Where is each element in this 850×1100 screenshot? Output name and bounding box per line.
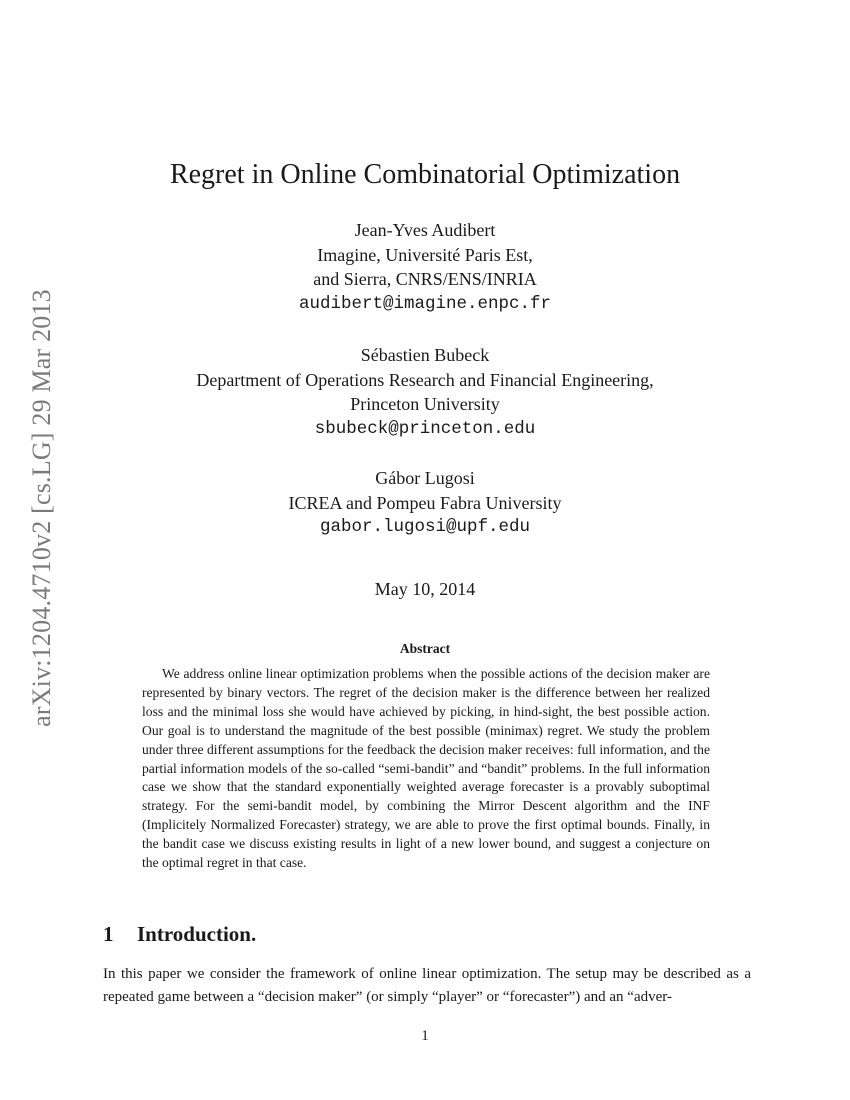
author-affiliation: Department of Operations Research and Financial Engineering, [196,369,654,390]
author-block-lugosi [0,466,850,540]
abstract-heading: Abstract [399,641,451,656]
author-name: Gábor Lugosi [375,468,475,488]
author-block-bubeck [0,343,850,441]
author-email[interactable]: gabor.lugosi@upf.edu [319,517,531,537]
author-affiliation: and Sierra, CNRS/ENS/INRIA [313,269,537,289]
author-affiliation: ICREA and Pompeu Fabra University [288,492,562,513]
author-affiliation: Princeton University [350,394,500,414]
arxiv-identifier: arXiv:1204.4710v2 [cs.LG] 29 Mar 2013 [27,289,56,727]
author-block-audibert [0,218,850,316]
section-number: 1 [103,922,114,946]
paper-title: Regret in Online Combinatorial Optimization [169,159,681,190]
author-email[interactable]: sbubeck@princeton.edu [314,418,536,439]
abstract-text: We address online linear optimization problems when the possible actions of the decision maker are represented by binary vectors. The regret of the decision maker is the difference between her realized loss and the minimal loss she would have achieved by picking, in hind-sight, the best possible action. Our goal is to understand the magnitude of the best possible (minimax) regret. We study the problem under three different assumptions for the feedback the decision maker receives: full information, and the partial information models of the so-called “semi-bandit” and “bandit” problems. In the full information case we show that the standard exponentially weighted average forecaster is a provably suboptimal strategy. For the semi-bandit model, by combining the Mirror Descent algorithm and the INF (Implicitely Normalized Forecaster) strategy, we are able to prove the first optimal bounds. Finally, in the bandit case we discuss existing results in light of a new lower bound, and suggest a conjecture on the optimal regret in that case. [142,666,710,871]
section-heading [103,922,256,947]
page-number: 1 [421,1028,429,1044]
author-name: Jean-Yves Audibert [354,220,496,240]
author-affiliation: Imagine, Université Paris Est, [317,244,533,265]
introduction-text: In this paper we consider the framework of online linear optimization. The setup may be described as a repeated game between a “decision maker” (or simply “player” or “forecaster”) and an “adver- [103,966,751,1005]
author-email[interactable]: audibert@imagine.enpc.fr [298,293,552,314]
author-name: Sébastien Bubeck [360,345,490,365]
publication-date: May 10, 2014 [374,579,476,599]
section-title: Introduction. [137,922,257,946]
